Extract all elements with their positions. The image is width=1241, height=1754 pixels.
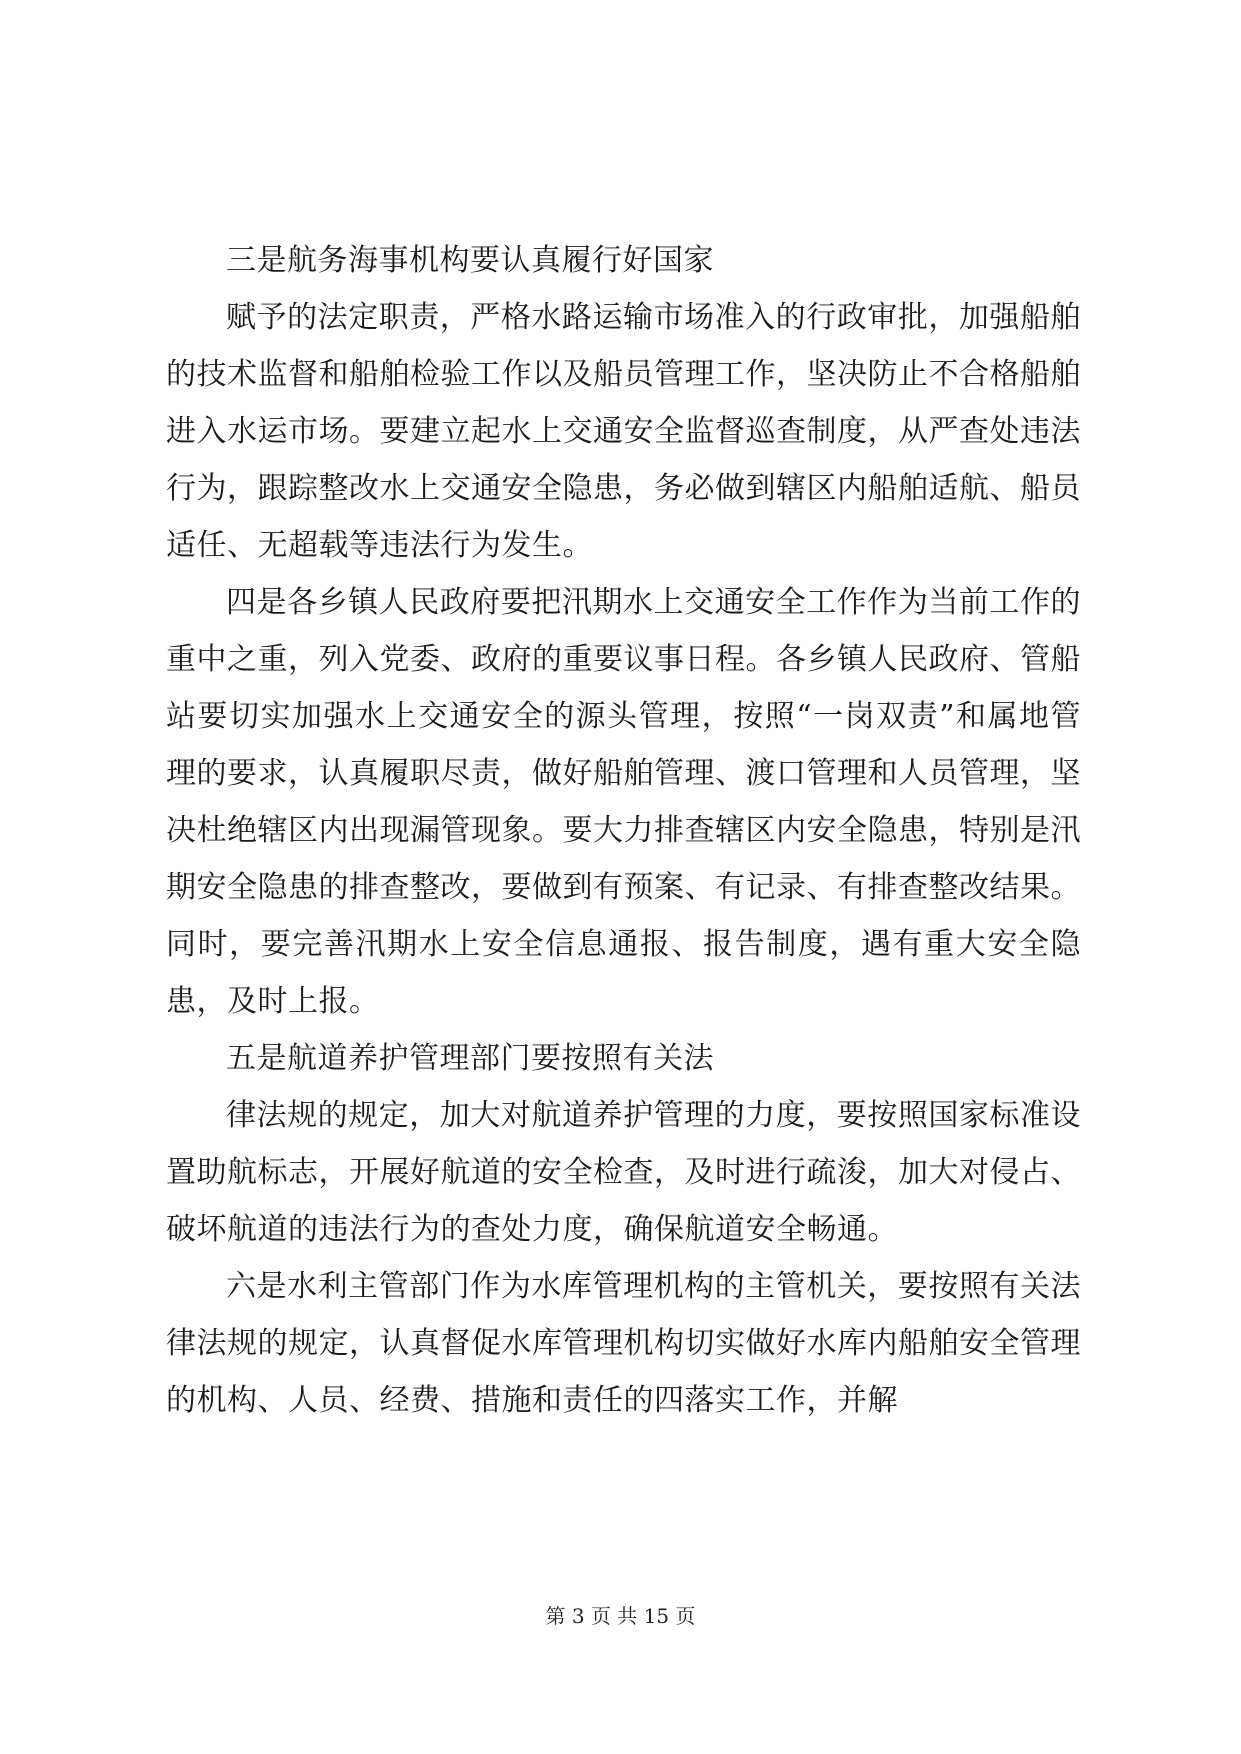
paragraph-3: 四是各乡镇人民政府要把汛期水上交通安全工作作为当前工作的重中之重，列入党委、政府的重要议事日程。各乡镇人民政府、管船站要切实加强水上交通安全的源头管理，按照“一岗双责”和属地管理的要求，认真履职尽责，做好船舶管理、渡口管理和人员管理，坚决杜绝辖区内出现漏管现象。要大力排查辖区内安全隐患，特别是汛期安全隐患的排查整改，要做到有预案、有记录、有排查整改结果。同时，要完善汛期水上安全信息通报、报告制度，遇有重大安全隐患，及时上报。: [166, 585, 1081, 1019]
document-body: [166, 232, 1081, 1429]
paragraph-5: 律法规的规定，加大对航道养护管理的力度，要按照国家标准设置助航标志，开展好航道的安全检查，及时进行疏浚，加大对侵占、破坏航道的违法行为的查处力度，确保航道安全畅通。: [166, 1098, 1081, 1247]
paragraph-6: 六是水利主管部门作为水库管理机构的主管机关，要按照有关法律法规的规定，认真督促水库管理机构切实做好水库内船舶安全管理的机构、人员、经费、措施和责任的四落实工作，并解: [166, 1269, 1081, 1418]
paragraph-1: 三是航务海事机构要认真履行好国家: [226, 243, 714, 278]
paragraph-2: 赋予的法定职责，严格水路运输市场准入的行政审批，加强船舶的技术监督和船舶检验工作以及船员管理工作，坚决防止不合格船舶进入水运市场。要建立起水上交通安全监督巡查制度，从严查处违法行为，跟踪整改水上交通安全隐患，务必做到辖区内船舶适航、船员适任、无超载等违法行为发生。: [166, 300, 1081, 563]
paragraph-4: 五是航道养护管理部门要按照有关法: [226, 1041, 714, 1076]
page-number-footer: 第 3 页 共 15 页: [545, 1604, 696, 1628]
